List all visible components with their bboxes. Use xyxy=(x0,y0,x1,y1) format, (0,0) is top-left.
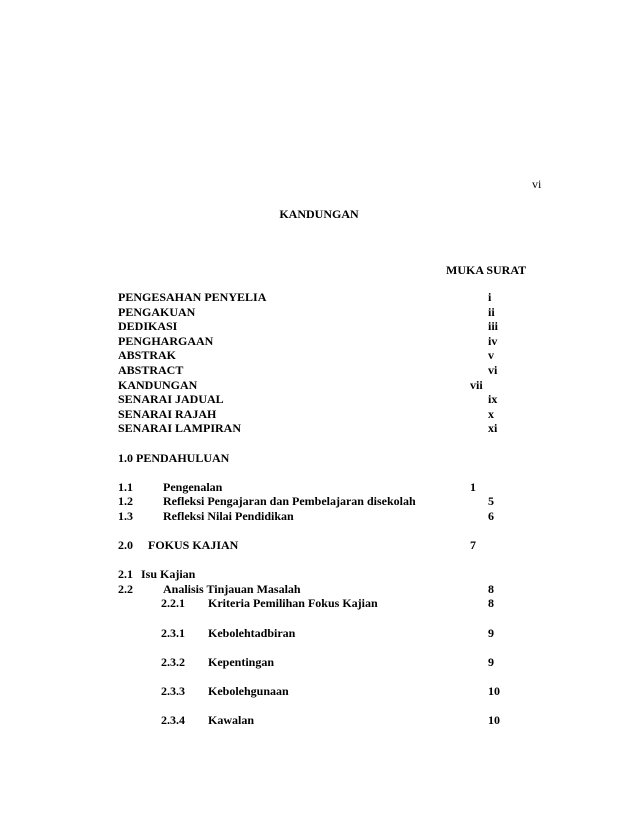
toc-entry: SENARAI RAJAH x xyxy=(118,406,494,421)
toc-entry: 1.2 Refleksi Pengajaran dan Pembelajaran disekolah 5 xyxy=(118,494,494,509)
toc-entry: ABSTRACT vi xyxy=(118,362,498,377)
toc-entry: 2.3.2 Kepentingan 9 xyxy=(161,654,494,669)
toc-entry: PENGESAHAN PENYELIA i xyxy=(118,290,492,304)
page-title: KANDUNGAN xyxy=(279,207,359,221)
chapter-heading: 1.0 PENDAHULUAN xyxy=(118,450,230,465)
toc-entry: DEDIKASI iii xyxy=(118,319,499,334)
toc-entry: 2.3.1 Kebolehtadbiran 9 xyxy=(161,625,494,640)
toc-entry: 2.1 Isu Kajian xyxy=(118,567,196,582)
toc-entry: KANDUNGAN vii xyxy=(118,377,483,392)
chapter-heading: 2.0 FOKUS KAJIAN 7 xyxy=(118,538,476,553)
column-heading-page: MUKA SURAT xyxy=(446,263,527,277)
toc-entry: 2.3.4 Kawalan 10 xyxy=(161,713,500,728)
toc-entry: 2.2 Analisis Tinjauan Masalah 8 xyxy=(118,581,494,596)
toc-entry: PENGHARGAAN iv xyxy=(118,333,498,348)
toc-entry: ABSTRAK v xyxy=(118,348,494,363)
toc-entry: 1.3 Refleksi Nilai Pendidikan 6 xyxy=(118,508,494,523)
toc-entry: 1.1 Pengenalan 1 xyxy=(118,479,476,494)
toc-entry: PENGAKUAN ii xyxy=(118,304,495,319)
toc-entry: SENARAI JADUAL ix xyxy=(118,392,498,407)
toc-entry: 2.2.1 Kriteria Pemilihan Fokus Kajian 8 xyxy=(161,596,494,611)
toc-entry: SENARAI LAMPIRAN xi xyxy=(118,421,498,436)
toc-entry: 2.3.3 Kebolehgunaan 10 xyxy=(161,684,500,699)
table-of-contents xyxy=(118,290,538,728)
page-number: vi xyxy=(532,177,542,191)
